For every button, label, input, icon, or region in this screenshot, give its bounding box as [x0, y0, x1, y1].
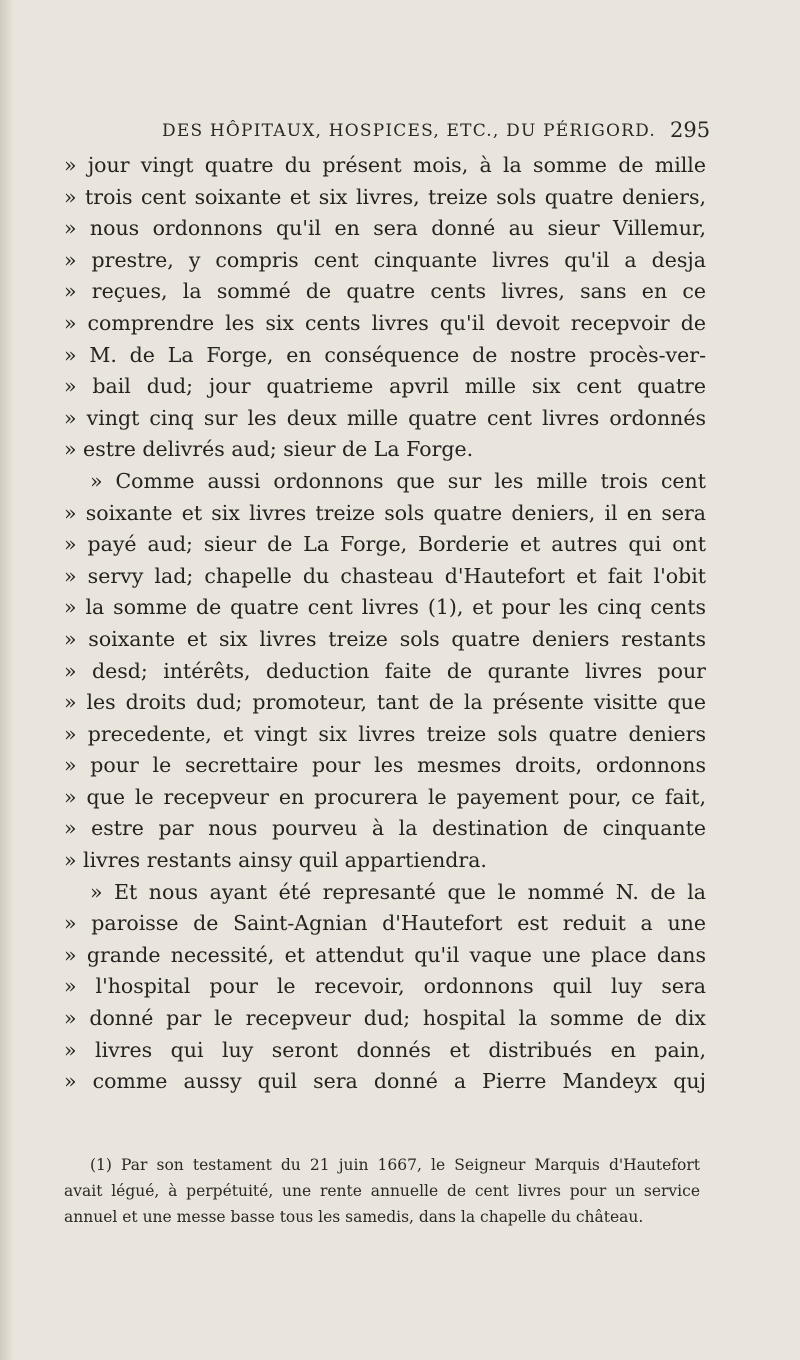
text-line: » l'hospital pour le recevoir, ordonnons quil luy sera [64, 974, 706, 999]
text-line: » soixante et six livres treize sols quatre deniers, il en sera [64, 500, 706, 525]
text-line: » reçues, la sommé de quatre cents livres, sans en ce [64, 279, 706, 304]
text-line: » jour vingt quatre du présent mois, à la somme de mille [64, 153, 706, 177]
text-line: » desd; intérêts, deduction faite de qurante livres pour [64, 658, 706, 683]
text-line: » servy lad; chapelle du chasteau d'Hautefort et fait l'obit [64, 563, 706, 588]
footnote-line: (1) Par son testament du 21 juin 1667, le Seigneur Marquis d'Hautefort [90, 1156, 700, 1174]
running-title: DES HÔPITAUX, HOSPICES, ETC., DU PÉRIGORD. [162, 121, 656, 141]
page-number: 295 [670, 118, 711, 142]
text-line: » la somme de quatre cent livres (1), et pour les cinq cents [64, 595, 706, 620]
text-line: » comprendre les six cents livres qu'il devoit recepvoir de [64, 310, 706, 335]
text-line: » paroisse de Saint-Agnian d'Hautefort est reduit a une [64, 911, 706, 936]
footnote [64, 1152, 700, 1230]
text-line: » M. de La Forge, en conséquence de nostre procès-ver- [64, 342, 706, 367]
text-line: » donné par le recepveur dud; hospital la somme de dix [64, 1006, 706, 1031]
text-line: » Comme aussi ordonnons que sur les mille trois cent [90, 468, 706, 493]
page-gutter-shadow [0, 0, 14, 1360]
text-line: » livres qui luy seront donnés et distribués en pain, [64, 1037, 706, 1062]
text-line: » estre par nous pourveu à la destination de cinquante [64, 816, 706, 841]
text-line: » grande necessité, et attendut qu'il vaque une place dans [64, 942, 706, 967]
running-header [0, 118, 800, 142]
text-line: » livres restants ainsy quil appartiendra. [64, 848, 487, 873]
body-text [64, 150, 706, 1098]
text-line: » Et nous ayant été represanté que le nommé N. de la [90, 879, 706, 904]
text-line: » pour le secrettaire pour les mesmes droits, ordonnons [64, 753, 706, 778]
text-line: » trois cent soixante et six livres, treize sols quatre deniers, [64, 184, 706, 209]
text-line: » bail dud; jour quatrieme apvril mille six cent quatre [64, 374, 706, 399]
text-line: » vingt cinq sur les deux mille quatre cent livres ordonnés [64, 405, 706, 430]
text-line: » les droits dud; promoteur, tant de la présente visitte que [64, 690, 706, 715]
text-line: » precedente, et vingt six livres treize sols quatre deniers [64, 721, 706, 746]
footnote-line: avait légué, à perpétuité, une rente annuelle de cent livres pour un service [64, 1182, 700, 1200]
text-line: » que le recepveur en procurera le payement pour, ce fait, [64, 784, 706, 809]
text-line: » estre delivrés aud; sieur de La Forge. [64, 437, 474, 462]
footnote-line: annuel et une messe basse tous les samedis, dans la chapelle du château. [64, 1208, 644, 1226]
text-line: » soixante et six livres treize sols quatre deniers restants [64, 626, 706, 651]
text-line: » payé aud; sieur de La Forge, Borderie et autres qui ont [64, 532, 706, 557]
text-line: » prestre, y compris cent cinquante livres qu'il a desja [64, 247, 706, 272]
text-line: » comme aussy quil sera donné a Pierre Mandeyx quj [64, 1069, 706, 1094]
text-line: » nous ordonnons qu'il en sera donné au sieur Villemur, [64, 216, 706, 241]
